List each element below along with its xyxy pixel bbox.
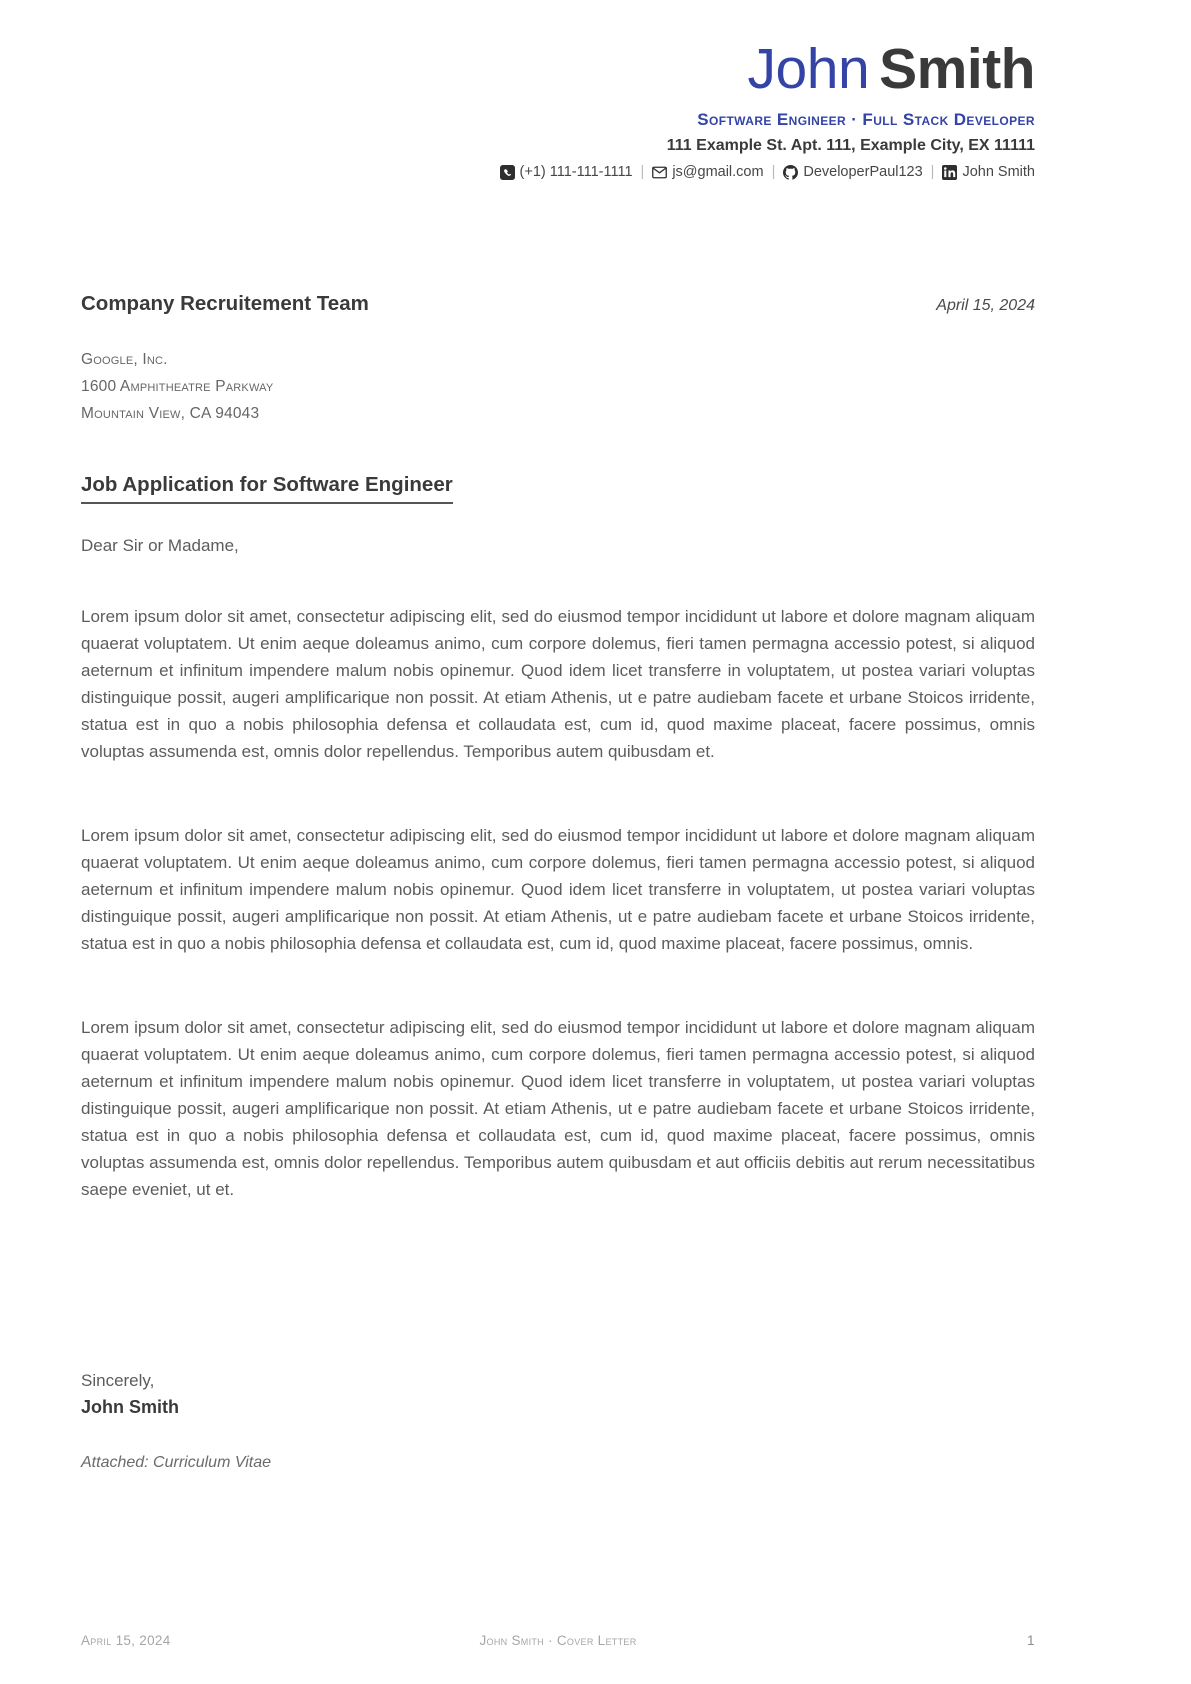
footer-title: John Smith · Cover Letter bbox=[479, 1633, 637, 1648]
body-paragraph: Lorem ipsum dolor sit amet, consectetur adipiscing elit, sed do eiusmod tempor incididunt ut labore et dolore magnam aliquam quaerat voluptatem. Ut enim aeque doleamus animo, cum corpore dolemus, fieri tamen permagna accessio potest, si aliquod aeternum et infinitum impendere malum nobis opinemur. Quod idem licet transferre in voluptatem, ut postea variari voluptas distinguique possit, augeri amplificarique non possit. At etiam Athenis, ut e patre audiebam facete et urbane Stoicos irridente, statua est in quo a nobis philosophia defensa et collaudata est, cum id, quod maxime placeat, facere possimus, omnis voluptas assumenda est, omnis dolor repellendus. Temporibus autem quibusdam et. bbox=[81, 607, 1035, 762]
recipient-address bbox=[81, 346, 1035, 427]
github-handle: DeveloperPaul123 bbox=[803, 164, 923, 181]
page-footer bbox=[81, 1632, 1035, 1648]
body-paragraph: Lorem ipsum dolor sit amet, consectetur adipiscing elit, sed do eiusmod tempor incididunt ut labore et dolore magnam aliquam quaerat voluptatem. Ut enim aeque doleamus animo, cum corpore dolemus, fieri tamen permagna accessio potest, si aliquod aeternum et infinitum impendere malum nobis opinemur. Quod idem licet transferre in voluptatem, ut postea variari voluptas distinguique possit, augeri amplificarique non possit. At etiam Athenis, ut e patre audiebam facete et urbane Stoicos irridente, statua est in quo a nobis philosophia defensa et collaudata est, cum id, quod maxime placeat, facere possimus, omnis. bbox=[81, 826, 1035, 954]
linkedin-name: John Smith bbox=[962, 164, 1035, 181]
github-contact[interactable] bbox=[783, 164, 922, 180]
recipient-company: Google, Inc. bbox=[81, 351, 168, 369]
letter-date: April 15, 2024 bbox=[936, 297, 1035, 315]
contact-separator: | bbox=[771, 164, 776, 181]
attachment-note: Attached: Curriculum Vitae bbox=[81, 1454, 272, 1472]
job-tagline: Software Engineer · Full Stack Developer bbox=[697, 110, 1035, 130]
envelope-icon bbox=[652, 165, 667, 180]
footer-date: April 15, 2024 bbox=[81, 1633, 171, 1648]
closing: Sincerely, bbox=[81, 1371, 155, 1391]
phone-icon bbox=[500, 165, 515, 180]
page-title bbox=[81, 37, 1035, 101]
recipient-row bbox=[81, 292, 1035, 316]
salutation: Dear Sir or Madame, bbox=[81, 536, 239, 556]
body-paragraph: Lorem ipsum dolor sit amet, consectetur adipiscing elit, sed do eiusmod tempor incididunt ut labore et dolore magnam aliquam quaerat voluptatem. Ut enim aeque doleamus animo, cum corpore dolemus, fieri tamen permagna accessio potest, si aliquod aeternum et infinitum impendere malum nobis opinemur. Quod idem licet transferre in voluptatem, ut postea variari voluptas distinguique possit, augeri amplificarique non possit. At etiam Athenis, ut e patre audiebam facete et urbane Stoicos irridente, statua est in quo a nobis philosophia defensa et collaudata est, cum id, quod maxime placeat, facere possimus, omnis voluptas assumenda est, omnis dolor repellendus. Temporibus autem quibusdam et aut officiis debitis aut rerum necessitatibus saepe eveniet, ut et. bbox=[81, 1018, 1035, 1200]
phone-contact[interactable] bbox=[500, 164, 633, 180]
first-name: John bbox=[747, 37, 870, 101]
linkedin-icon bbox=[942, 165, 957, 180]
signature-name: John Smith bbox=[81, 1397, 179, 1418]
last-name: Smith bbox=[879, 37, 1035, 101]
recipient-street: 1600 Amphitheatre Parkway bbox=[81, 378, 274, 396]
linkedin-contact[interactable] bbox=[942, 164, 1035, 180]
recipient-title: Company Recruitement Team bbox=[81, 292, 369, 316]
letter-body bbox=[81, 292, 1035, 1472]
phone-number: (+1) 111-111-1111 bbox=[519, 164, 633, 181]
subject-line: Job Application for Software Engineer bbox=[81, 473, 453, 504]
email-address: js@gmail.com bbox=[672, 164, 764, 181]
contact-separator: | bbox=[930, 164, 935, 181]
footer-page-number: 1 bbox=[1026, 1632, 1035, 1648]
email-contact[interactable] bbox=[652, 164, 763, 180]
sender-address: 111 Example St. Apt. 111, Example City, EX 11111 bbox=[666, 137, 1035, 155]
github-icon bbox=[783, 165, 798, 180]
contact-separator: | bbox=[640, 164, 645, 181]
letter-header bbox=[81, 37, 1035, 181]
contact-line bbox=[81, 164, 1035, 180]
recipient-city: Mountain View, CA 94043 bbox=[81, 405, 260, 423]
